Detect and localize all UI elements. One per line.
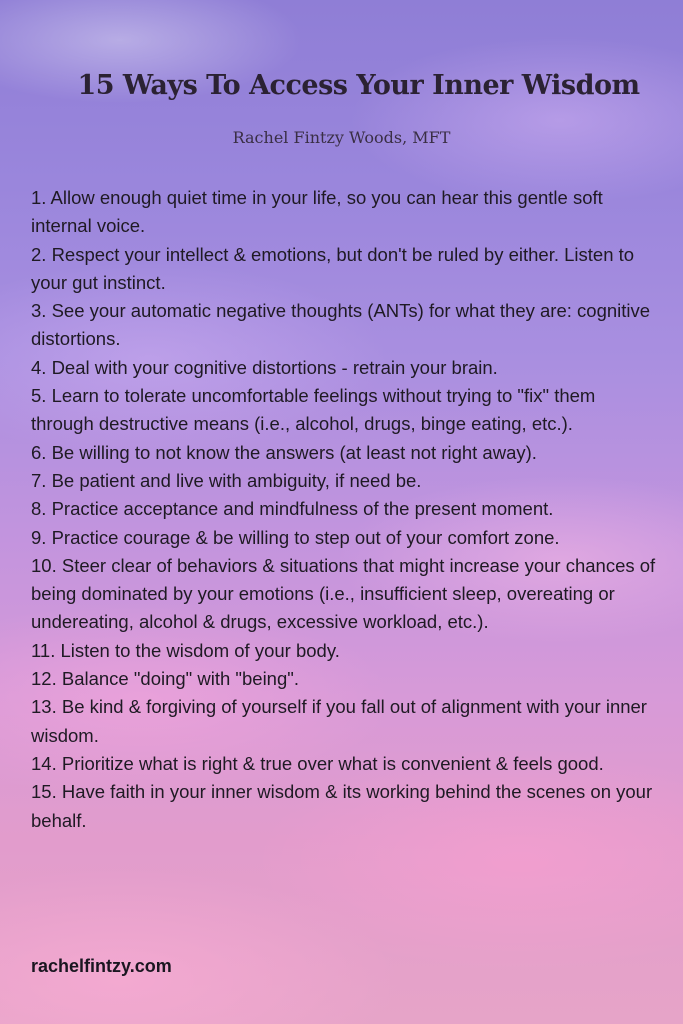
list-item: 3. See your automatic negative thoughts (ANTs) for what they are: cognitive distortions. <box>31 300 651 350</box>
list-item: 7. Be patient and live with ambiguity, if need be. <box>31 469 422 491</box>
list-item: 10. Steer clear of behaviors & situations that might increase your chances of being dominated by your emotions (i.e., insufficient sleep, overeating or undereating, alcohol & drugs, excessive workload, etc.). <box>31 554 656 633</box>
poster-title: 15 Ways To Access Your Inner Wisdom <box>77 70 640 101</box>
list-item: 15. Have faith in your inner wisdom & its working behind the scenes on your behalf. <box>31 781 653 831</box>
list-item: 11. Listen to the wisdom of your body. <box>31 639 340 661</box>
list-item: 5. Learn to tolerate uncomfortable feelings without trying to "fix" them through destructive means (i.e., alcohol, drugs, binge eating, etc.). <box>31 385 596 435</box>
list-item: 9. Practice courage & be willing to step out of your comfort zone. <box>31 526 560 548</box>
list-item: 12. Balance "doing" with "being". <box>31 668 299 690</box>
wisdom-list <box>31 184 661 835</box>
list-item: 6. Be willing to not know the answers (at least not right away). <box>31 441 537 463</box>
author-credit: Rachel Fintzy Woods, MFT <box>232 128 451 147</box>
website-link[interactable]: rachelfintzy.com <box>31 956 172 976</box>
list-item: 13. Be kind & forgiving of yourself if you fall out of alignment with your inner wisdom. <box>31 696 647 746</box>
list-item: 2. Respect your intellect & emotions, but don't be ruled by either. Listen to your gut instinct. <box>31 243 635 293</box>
list-item: 14. Prioritize what is right & true over what is convenient & feels good. <box>31 752 604 774</box>
list-item: 8. Practice acceptance and mindfulness of the present moment. <box>31 498 554 520</box>
list-item: 1. Allow enough quiet time in your life, so you can hear this gentle soft internal voice. <box>31 187 603 237</box>
list-item: 4. Deal with your cognitive distortions - retrain your brain. <box>31 356 498 378</box>
